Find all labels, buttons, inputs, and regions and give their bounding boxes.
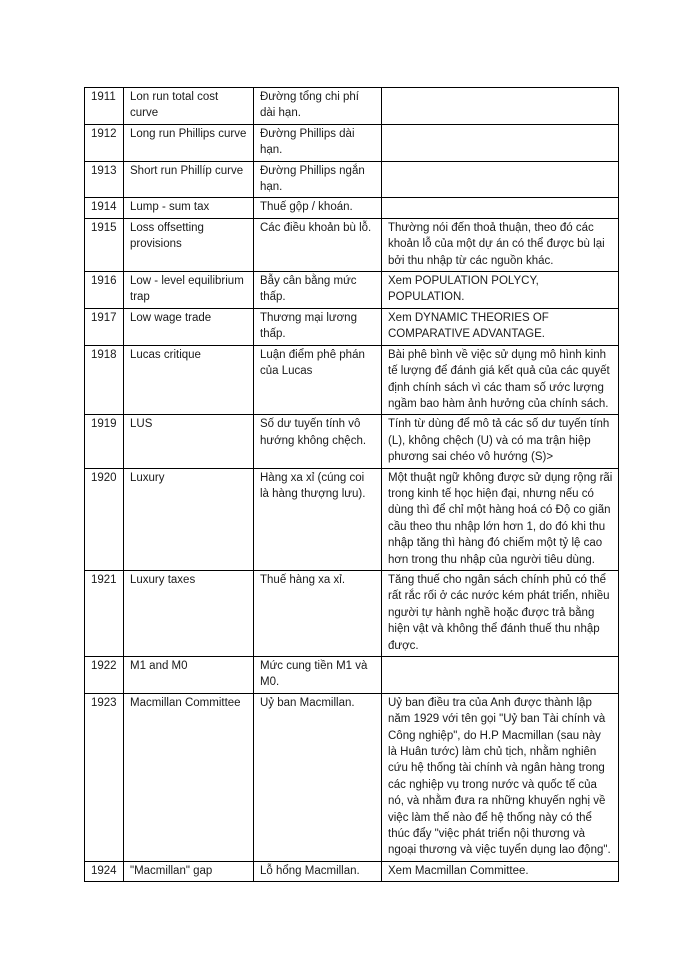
entry-term-cell: Long run Phillips curve [124, 124, 254, 161]
entry-translation-cell: Bẫy cân bằng mức thấp. [254, 272, 382, 309]
glossary-row [85, 218, 619, 271]
glossary-row [85, 272, 619, 309]
entry-number-cell: 1921 [85, 570, 124, 656]
entry-term-cell: Lump - sum tax [124, 198, 254, 218]
glossary-row [85, 88, 619, 125]
entry-description-cell: Xem DYNAMIC THEORIES OF COMPARATIVE ADVANTAGE. [382, 308, 619, 345]
entry-description-cell: Một thuật ngữ không được sử dụng rộng rãi trong kinh tế học hiện đại, nhưng nếu có dùng thì để chỉ một hàng hoá có Độ co giãn cầu theo thu nhập lớn hơn 1, do đó khi thu nhập tăng thì hàng đó chiếm một tỷ lệ cao hơn trong thu nhập của người tiêu dùng. [382, 468, 619, 570]
entry-term-cell: Luxury taxes [124, 570, 254, 656]
entry-translation-cell: Hàng xa xỉ (cúng coi là hàng thượng lưu). [254, 468, 382, 570]
entry-number-cell: 1917 [85, 308, 124, 345]
entry-term-cell: "Macmillan" gap [124, 861, 254, 881]
entry-number-cell: 1919 [85, 415, 124, 468]
entry-number-cell: 1912 [85, 124, 124, 161]
entry-term-cell: LUS [124, 415, 254, 468]
entry-number-cell: 1923 [85, 693, 124, 861]
glossary-row [85, 570, 619, 656]
entry-description-cell: Uỷ ban điều tra của Anh được thành lập năm 1929 với tên gọi "Uỷ ban Tài chính và Công nghiệp", do H.P Macmillan (sau này là Huân tước) làm chủ tịch, nhằm nghiên cứu hệ thống tài chính và ngân hàng trong các nghiệp vụ trong nước và quốc tế của nó, và nhằm đưa ra những khuyến nghị về việc làm thế nào để hệ thống này có thể thúc đẩy "việc phát triển nội thương và ngoại thương và việc tuyển dụng lao động". [382, 693, 619, 861]
entry-term-cell: Loss offsetting provisions [124, 218, 254, 271]
entry-description-cell [382, 657, 619, 694]
entry-description-cell: Tăng thuế cho ngân sách chính phủ có thể rất rắc rối ở các nước kém phát triển, nhiều người tự hành nghề hoặc được trả bằng hiện vật và không thể đánh thuế thu nhập được. [382, 570, 619, 656]
glossary-table [84, 87, 619, 882]
glossary-row [85, 345, 619, 415]
entry-description-cell: Tính từ dùng để mô tả các số dư tuyến tính (L), không chệch (U) và có ma trận hiệp phương sai chéo vô hướng (S)> [382, 415, 619, 468]
entry-translation-cell: Thuế hàng xa xỉ. [254, 570, 382, 656]
entry-description-cell: Thường nói đến thoả thuận, theo đó các khoản lỗ của một dự án có thể được bù lại bởi thu nhập từ các nguồn khác. [382, 218, 619, 271]
entry-description-cell [382, 198, 619, 218]
glossary-row [85, 861, 619, 881]
entry-description-cell: Xem POPULATION POLYCY, POPULATION. [382, 272, 619, 309]
glossary-row [85, 124, 619, 161]
entry-term-cell: Short run Phillíp curve [124, 161, 254, 198]
entry-translation-cell: Uỷ ban Macmillan. [254, 693, 382, 861]
entry-translation-cell: Lỗ hổng Macmillan. [254, 861, 382, 881]
entry-term-cell: M1 and M0 [124, 657, 254, 694]
glossary-row [85, 161, 619, 198]
glossary-table-body [85, 88, 619, 882]
entry-translation-cell: Các điều khoản bù lỗ. [254, 218, 382, 271]
entry-description-cell [382, 161, 619, 198]
glossary-row [85, 693, 619, 861]
entry-number-cell: 1922 [85, 657, 124, 694]
entry-description-cell [382, 124, 619, 161]
entry-term-cell: Low - level equilibrium trap [124, 272, 254, 309]
entry-number-cell: 1913 [85, 161, 124, 198]
glossary-row [85, 308, 619, 345]
entry-number-cell: 1916 [85, 272, 124, 309]
entry-number-cell: 1911 [85, 88, 124, 125]
entry-description-cell [382, 88, 619, 125]
entry-translation-cell: Luận điểm phê phán của Lucas [254, 345, 382, 415]
entry-translation-cell: Thuế gộp / khoán. [254, 198, 382, 218]
entry-number-cell: 1920 [85, 468, 124, 570]
entry-description-cell: Bài phê bình về việc sử dụng mô hình kinh tế lượng để đánh giá kết quả của các quyết định chính sách vì các tham số ước lượng ngầm bao hàm ảnh hưởng của chính sách. [382, 345, 619, 415]
entry-term-cell: Lucas critique [124, 345, 254, 415]
glossary-row [85, 198, 619, 218]
entry-translation-cell: Số dư tuyến tính vô hướng không chệch. [254, 415, 382, 468]
entry-term-cell: Macmillan Committee [124, 693, 254, 861]
entry-term-cell: Low wage trade [124, 308, 254, 345]
entry-number-cell: 1914 [85, 198, 124, 218]
entry-description-cell: Xem Macmillan Committee. [382, 861, 619, 881]
entry-translation-cell: Mức cung tiền M1 và M0. [254, 657, 382, 694]
glossary-row [85, 468, 619, 570]
entry-term-cell: Luxury [124, 468, 254, 570]
entry-translation-cell: Đường tổng chi phí dài hạn. [254, 88, 382, 125]
entry-translation-cell: Đường Phillips dài hạn. [254, 124, 382, 161]
glossary-row [85, 657, 619, 694]
entry-translation-cell: Đường Phillips ngắn hạn. [254, 161, 382, 198]
entry-number-cell: 1918 [85, 345, 124, 415]
glossary-row [85, 415, 619, 468]
entry-term-cell: Lon run total cost curve [124, 88, 254, 125]
entry-number-cell: 1924 [85, 861, 124, 881]
entry-translation-cell: Thương mại lương thấp. [254, 308, 382, 345]
entry-number-cell: 1915 [85, 218, 124, 271]
